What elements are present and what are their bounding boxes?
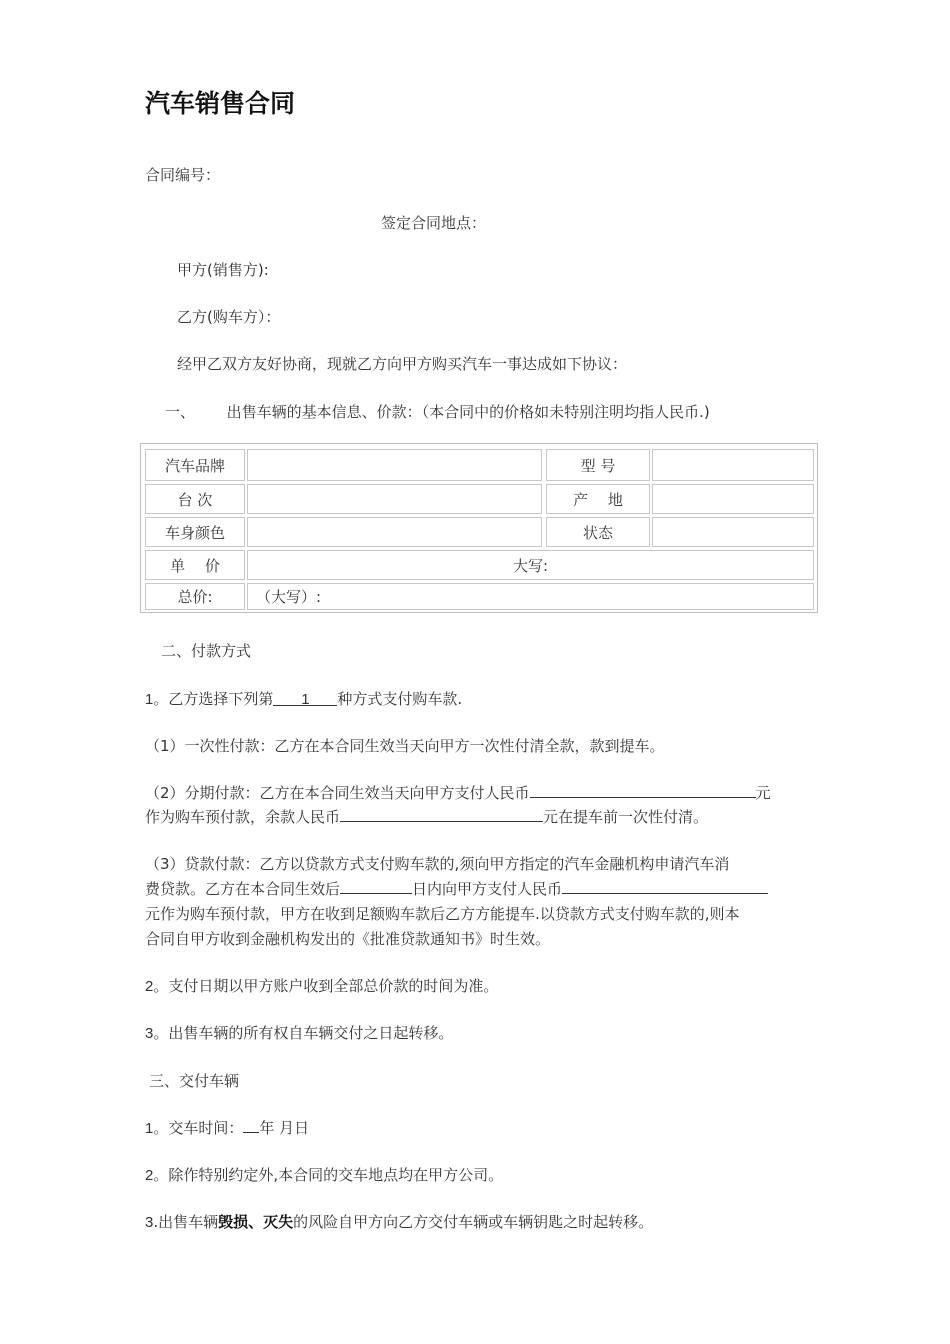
item-number: 3 [145, 1214, 154, 1231]
unit-price-label: 单 价 [170, 556, 220, 575]
delivery-place-text: 。除作特别约定外,本合同的交车地点均在甲方公司。 [153, 1166, 504, 1184]
delivery-time-text: 。交车时间： [153, 1119, 244, 1137]
color-label: 车身颜色 [164, 523, 225, 542]
delivery-time-suffix: 年 月日 [259, 1119, 310, 1137]
option2-text-2: 作为购车预付款，余款人民币 [145, 808, 341, 826]
item-number: 1 [145, 1120, 154, 1137]
total-label-cell [145, 583, 245, 610]
option3-text-b: 日内向甲方支付人民币 [412, 880, 563, 898]
option3-line2 [145, 878, 768, 899]
item-number: 1 [145, 691, 154, 708]
item-number: 3 [145, 1025, 154, 1042]
section3-heading: 三、交付车辆 [149, 1072, 240, 1090]
origin-value-cell [652, 484, 814, 514]
unit-price-value-cell [247, 550, 814, 580]
ownership-clause [145, 1022, 453, 1043]
contract-number-label: 合同编号： [145, 166, 221, 184]
ownership-text: 。出售车辆的所有权自车辆交付之日起转移。 [153, 1024, 454, 1042]
option1-paragraph: （1）一次性付款：乙方在本合同生效当天向甲方一次性付清全款，款到提车。 [145, 737, 665, 755]
loan-down-payment-blank[interactable] [562, 879, 768, 894]
intro-paragraph: 经甲乙双方友好协商，现就乙方向甲方购买汽车一事达成如下协议： [177, 355, 628, 373]
item-number: 2 [145, 978, 154, 995]
payment-choice-text: 。乙方选择下列第 [153, 690, 274, 708]
option3-line1: （3）贷款付款：乙方以贷款方式支付购车款的,须向甲方指定的汽车金融机构申请汽车消 [145, 855, 730, 873]
option2-unit: 元 [755, 784, 771, 802]
days-blank[interactable] [340, 879, 412, 894]
total-value-cell [247, 583, 814, 610]
brand-label: 汽车品牌 [164, 456, 225, 475]
brand-label-cell [145, 449, 245, 481]
payment-date-text: 。支付日期以甲方账户收到全部总价款的时间为准。 [153, 977, 499, 995]
section1-number: 一、 [165, 403, 196, 421]
risk-text-a: .出售车辆 [153, 1213, 219, 1231]
document-title: 汽车销售合同 [145, 89, 296, 118]
delivery-year-blank[interactable] [243, 1118, 259, 1133]
status-label-cell [546, 517, 650, 547]
payment-choice-blank[interactable]: 1 [273, 691, 337, 706]
sign-place-label: 签定合同地点： [381, 214, 487, 232]
balance-blank[interactable] [340, 807, 543, 822]
option3-line4: 合同自甲方收到金融机构发出的《批准贷款通知书》时生效。 [145, 930, 551, 948]
origin-label: 产 地 [573, 490, 623, 509]
status-value-cell [652, 517, 814, 547]
vehicle-info-table [140, 443, 818, 613]
model-value-cell [652, 449, 814, 481]
party-a-label: 甲方(销售方): [177, 261, 269, 279]
total-upper: （大写）: [256, 588, 322, 606]
party-b-label: 乙方(购车方）： [177, 308, 281, 326]
color-label-cell [145, 517, 245, 547]
risk-transfer-clause [145, 1211, 653, 1232]
unit-price-label-cell [145, 550, 245, 580]
delivery-place-clause [145, 1164, 503, 1185]
option2-line1 [145, 782, 771, 803]
option2-text: （2）分期付款：乙方在本合同生效当天向甲方支付人民币 [145, 784, 530, 802]
section2-heading: 二、付款方式 [161, 642, 252, 660]
color-value-cell [247, 517, 542, 547]
option3-text-a: 费贷款。乙方在本合同生效后 [145, 880, 341, 898]
section1-text: 出售车辆的基本信息、价款：（本合同中的价格如未特别注明均指人民币.) [226, 403, 710, 421]
count-value-cell [247, 484, 542, 514]
risk-bold-text: 毁损、灭失 [218, 1213, 294, 1231]
delivery-time-clause [145, 1117, 309, 1138]
payment-choice-line [145, 688, 462, 709]
option2-line2 [145, 806, 708, 827]
brand-value-cell [247, 449, 542, 481]
count-label: 台 次 [177, 490, 213, 509]
payment-date-clause [145, 975, 498, 996]
unit-price-upper: 大写: [512, 556, 549, 575]
status-label: 状态 [582, 523, 613, 542]
option2-text-3: 元在提车前一次性付清。 [543, 808, 709, 826]
section1-heading [165, 401, 710, 422]
count-label-cell [145, 484, 245, 514]
total-label: 总价: [177, 588, 213, 606]
model-label: 型 号 [580, 456, 616, 475]
origin-label-cell [546, 484, 650, 514]
item-number: 2 [145, 1167, 154, 1184]
down-payment-blank[interactable] [530, 783, 756, 798]
model-label-cell [546, 449, 650, 481]
payment-choice-suffix: 种方式支付购车款. [337, 690, 463, 708]
option3-line3: 元作为购车预付款，甲方在收到足额购车款后乙方方能提车.以贷款方式支付购车款的,则本 [145, 905, 740, 923]
risk-text-b: 的风险自甲方向乙方交付车辆或车辆钥匙之时起转移。 [293, 1213, 654, 1231]
